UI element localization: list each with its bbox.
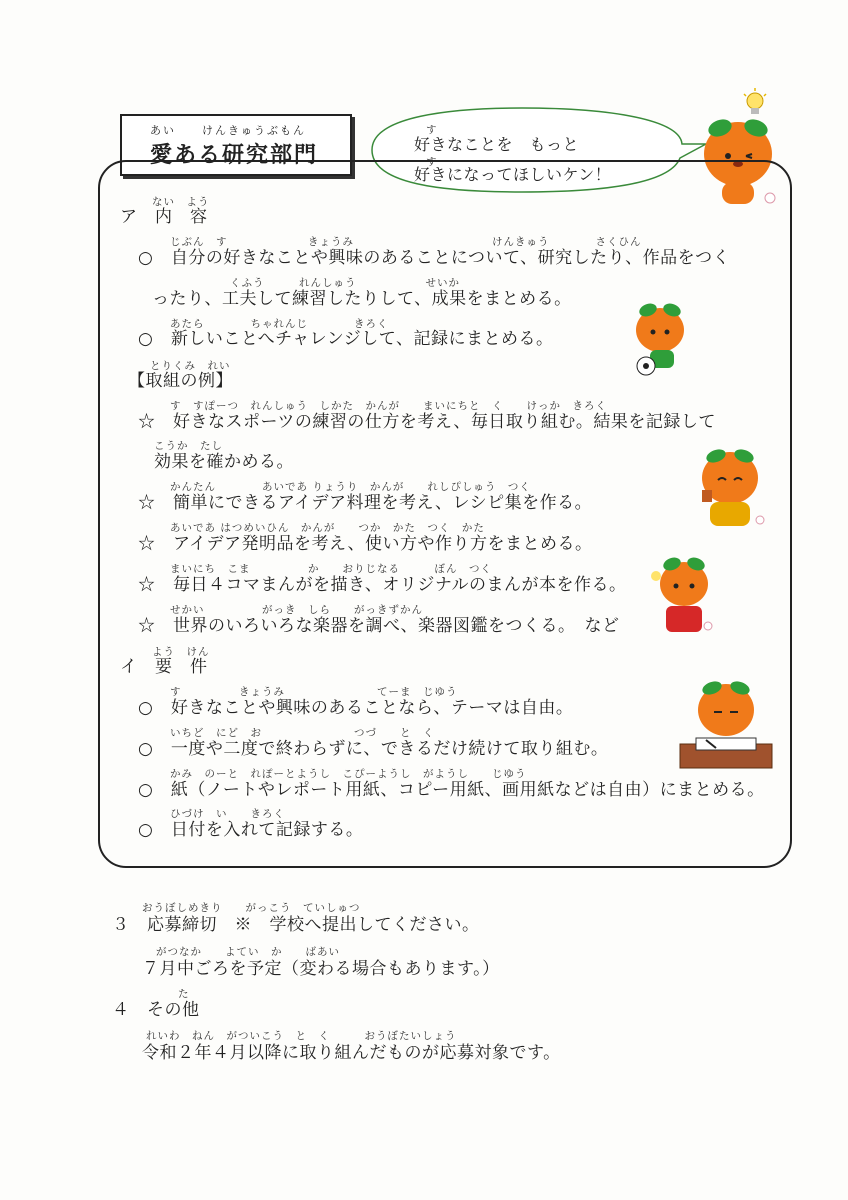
rei-item-1b: 効果を確かめる。 — [154, 452, 294, 472]
youken-item-1: ○ 好きなことや興味のあることなら、テーマは自由。 — [138, 698, 574, 718]
r1a-ruby: す すぽーつ れんしゅう しかた かんが まいにちと く けっか きろく — [170, 400, 607, 412]
naiyou-item-1b: ったり、工夫して練習したりして、成果をまとめる。 — [152, 289, 572, 309]
rei-ruby: とりくみ れい — [150, 360, 231, 372]
deadline-date: ７月中ごろを予定（変わる場合もあります。） — [142, 959, 500, 979]
eligibility-line: 令和２年４月以降に取り組んだものが応募対象です。 — [142, 1043, 561, 1063]
y4-ruby: ひづけ い きろく — [170, 808, 285, 820]
heading-rei: 【取組の例】 — [128, 371, 233, 391]
rei-item-3: ☆ アイデア発明品を考え、使い方や作り方をまとめる。 — [138, 534, 593, 554]
mascot-eating — [690, 446, 770, 532]
other-heading: ４ その他 — [112, 1000, 200, 1020]
naiyou-item-1a: ○ 自分の好きなことや興味のあることについて、研究したり、作品をつく — [138, 248, 731, 268]
bubble-ruby-1: す — [426, 124, 438, 136]
r3-ruby: あいであ はつめいひん かんが つか かた つく かた — [170, 522, 485, 534]
rei-item-4: ☆ 毎日４コマまんがを描き、オリジナルのまんが本を作る。 — [138, 575, 627, 595]
s3a-ruby: おうぼしめきり がっこう ていしゅつ — [142, 902, 361, 914]
bubble-line-2: 好きになってほしいケン！ — [414, 165, 612, 184]
y2-ruby: いちど にど お つづ と く — [170, 727, 435, 739]
heading-youken: イ 要 件 — [120, 657, 208, 677]
section-title: 愛ある研究部門 — [150, 143, 319, 168]
bubble-ruby-2: す — [426, 156, 438, 168]
title-ruby: あい けんきゅうぶもん — [150, 124, 306, 137]
bubble-line-1: 好きなことを もっと — [414, 135, 580, 154]
mascot-calligraphy — [676, 680, 776, 774]
s4b-ruby: れいわ ねん がついこう と く おうぼたいしょう — [146, 1030, 457, 1042]
youken-ruby: よう けん — [152, 646, 210, 658]
rei-item-1a: ☆ 好きなスポーツの練習の仕方を考え、毎日取り組む。結果を記録して — [138, 412, 716, 432]
r5-ruby: せかい がっき しら がっきずかん — [170, 604, 423, 616]
naiyou-ruby: ない よう — [152, 196, 210, 208]
youken-item-2: ○ 一度や二度で終わらずに、できるだけ続けて取り組む。 — [138, 739, 609, 759]
youken-item-3: ○ 紙（ノートやレポート用紙、コピー用紙、画用紙などは自由）にまとめる。 — [138, 780, 765, 800]
n2-ruby: あたら ちゃれんじ きろく — [170, 318, 389, 330]
rei-item-2: ☆ 簡単にできるアイデア料理を考え、レシピ集を作る。 — [138, 493, 593, 513]
n1a-ruby: じぶん す きょうみ けんきゅう さくひん — [170, 236, 642, 248]
s3b-ruby: がつなか よてい か ばあい — [156, 946, 340, 958]
s4-ruby: た — [178, 988, 190, 1000]
naiyou-item-2: ○ 新しいことへチャレンジして、記録にまとめる。 — [138, 329, 554, 349]
r2-ruby: かんたん あいであ りょうり かんが れしぴしゅう つく — [170, 481, 531, 493]
mascot-soccer — [628, 300, 698, 380]
youken-item-4: ○ 日付を入れて記録する。 — [138, 820, 364, 840]
rei-item-5: ☆ 世界のいろいろな楽器を調べ、楽器図鑑をつくる。 など — [138, 616, 620, 636]
r1b-ruby: こうか たし — [154, 440, 223, 452]
mascot-drawing — [648, 556, 718, 638]
deadline-line: ３ 応募締切 ※ 学校へ提出してください。 — [112, 915, 480, 935]
n1b-ruby: くふう れんしゅう せいか — [230, 277, 460, 289]
r4-ruby: まいにち こま か おりじなる ぼん つく — [170, 563, 492, 575]
y1-ruby: す きょうみ てーま じゆう — [170, 686, 458, 698]
heading-naiyou: ア 内 容 — [120, 207, 208, 227]
y3-ruby: かみ のーと れぽーとようし こぴーようし がようし じゆう — [170, 768, 527, 780]
